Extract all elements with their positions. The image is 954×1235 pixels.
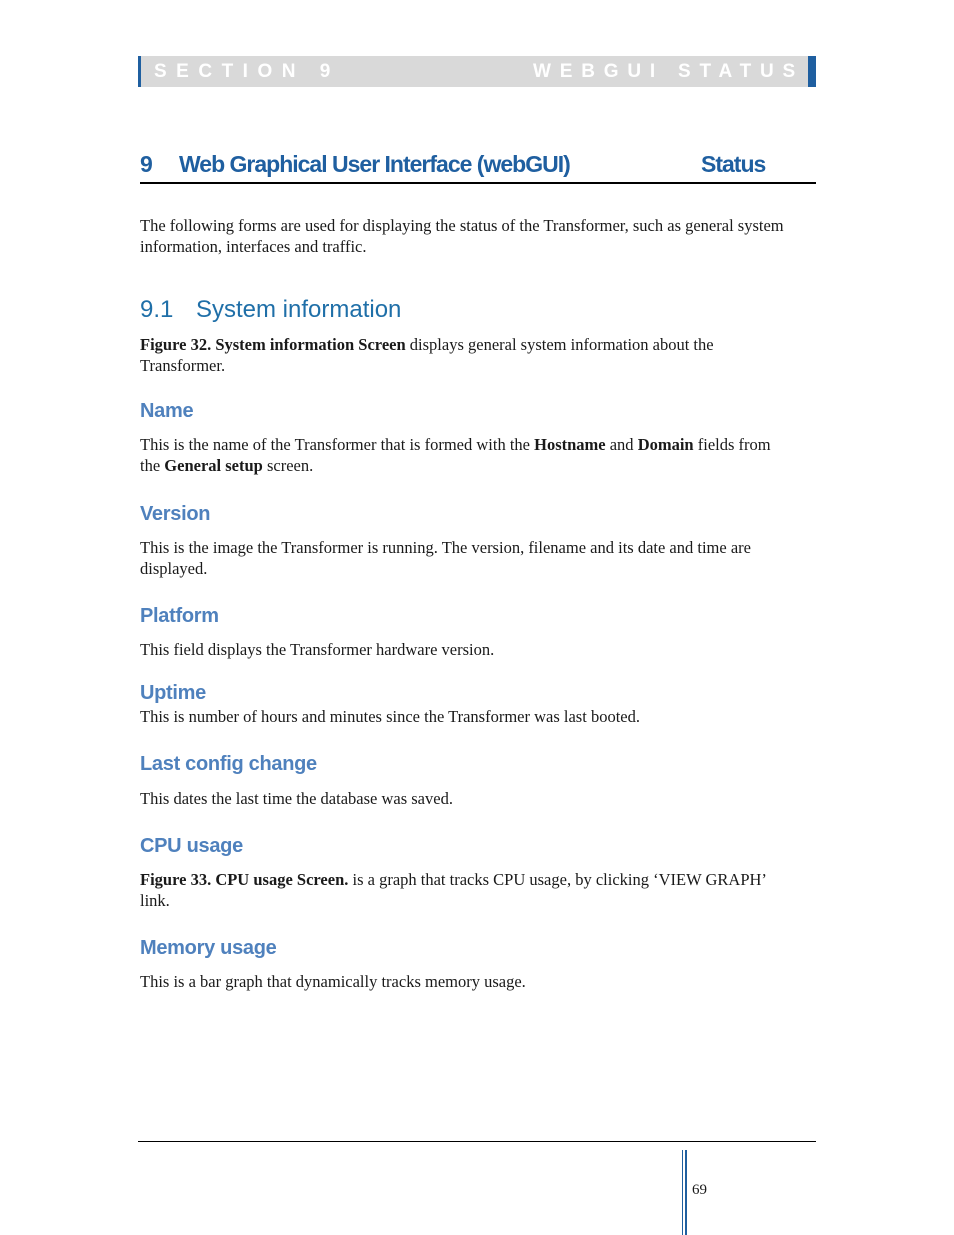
chapter-title-suffix: Status	[701, 151, 766, 177]
chapter-title	[140, 151, 816, 184]
last-config-paragraph: This dates the last time the database was saved.	[140, 789, 453, 808]
platform-paragraph: This field displays the Transformer hardware version.	[140, 640, 495, 659]
heading-memory-usage: Memory usage	[140, 937, 277, 959]
memory-usage-paragraph: This is a bar graph that dynamically tracks memory usage.	[140, 972, 526, 991]
page-number: 69	[692, 1182, 707, 1198]
header-section-label: SECTION 9	[154, 61, 340, 82]
system-information-paragraph: Figure 32. System information Screen displays general system information about the Transformer.	[140, 335, 714, 375]
heading-uptime: Uptime	[140, 682, 206, 704]
section-header-bar	[138, 56, 816, 87]
cpu-usage-paragraph: Figure 33. CPU usage Screen. is a graph that tracks CPU usage, by clicking ‘VIEW GRAPH’ link.	[140, 870, 767, 910]
page-number-rule	[682, 1150, 683, 1235]
heading-name: Name	[140, 400, 194, 422]
uptime-paragraph: This is number of hours and minutes since the Transformer was last booted.	[140, 707, 640, 726]
header-accent	[808, 56, 816, 87]
footer-rule	[138, 1141, 816, 1142]
version-paragraph: This is the image the Transformer is running. The version, filename and its date and time are displayed.	[140, 538, 751, 578]
figure-32-reference: Figure 32. System information Screen	[140, 335, 406, 354]
name-paragraph: This is the name of the Transformer that is formed with the Hostname and Domain fields from the General setup screen.	[140, 435, 771, 475]
figure-33-reference: Figure 33. CPU usage Screen.	[140, 870, 349, 889]
heading-platform: Platform	[140, 605, 219, 627]
heading-last-config-change: Last config change	[140, 753, 317, 775]
heading-version: Version	[140, 503, 211, 525]
header-section-title: WEBGUI STATUS	[533, 61, 804, 82]
page-number-rule-thick	[685, 1150, 687, 1235]
section-heading-system-information: 9.1 System information	[140, 296, 402, 323]
chapter-number: 9	[140, 151, 152, 177]
chapter-title-text: Web Graphical User Interface (webGUI)	[179, 151, 570, 177]
heading-cpu-usage: CPU usage	[140, 835, 243, 857]
intro-paragraph: The following forms are used for displaying the status of the Transformer, such as general system information, interfaces and traffic.	[140, 216, 784, 256]
